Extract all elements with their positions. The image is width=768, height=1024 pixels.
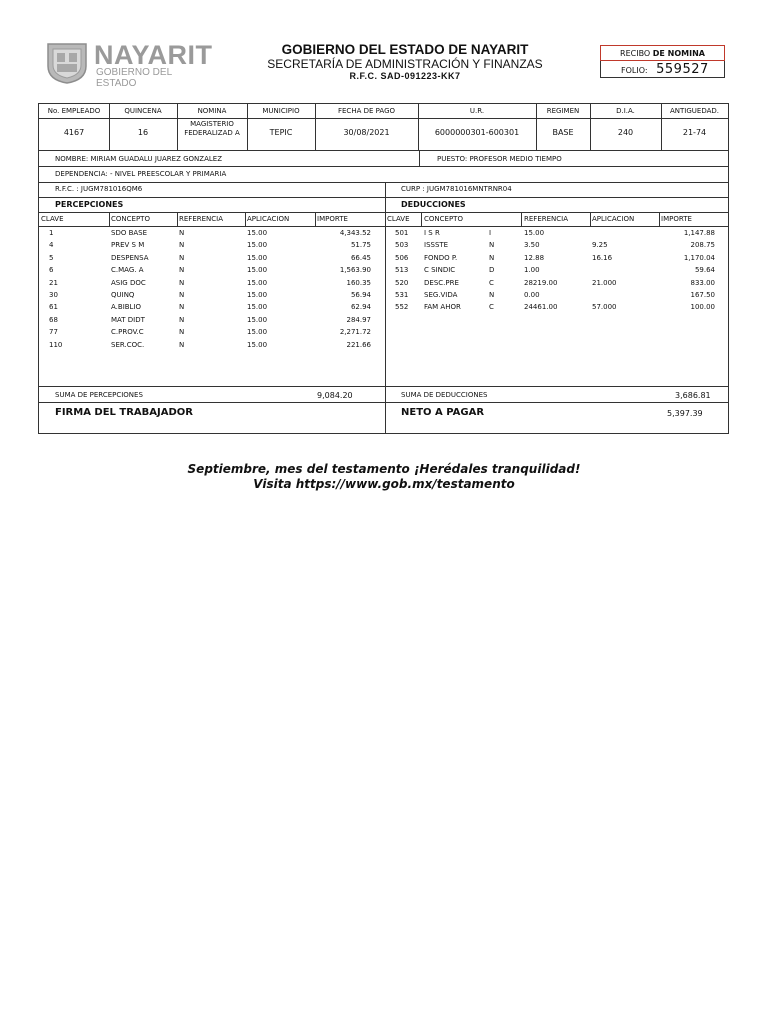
deduccion-importe: 208.75 — [690, 241, 715, 250]
testament-link: Visita https://www.gob.mx/testamento — [253, 477, 515, 491]
percepcion-referencia: N — [179, 266, 185, 275]
logo-subtitle: GOBIERNO DEL ESTADO — [96, 67, 172, 89]
percepcion-aplicacion: 15.00 — [247, 229, 268, 237]
percepcion-referencia: N — [179, 229, 185, 237]
percepciones-header-4: IMPORTE — [317, 215, 348, 223]
logo-title: NAYARIT — [94, 40, 213, 70]
info-value-1: 16 — [137, 128, 149, 137]
government-title: GOBIERNO DEL ESTADO DE NAYARIT — [281, 42, 529, 57]
deduccion-concepto: DESC.PRE — [424, 278, 459, 287]
percepciones-header-2: REFERENCIA — [179, 215, 223, 223]
suma-deducciones-value: 3,686.81 — [675, 391, 711, 400]
info-value-7: 240 — [617, 128, 634, 137]
deduccion-importe: 59.64 — [694, 266, 715, 275]
neto-label: NETO A PAGAR — [401, 407, 485, 418]
deduccion-referencia: C — [489, 303, 494, 312]
percepcion-clave: 68 — [49, 315, 58, 324]
deduccion-aplicacion: 1.00 — [524, 266, 540, 275]
deduccion-importe: 100.00 — [690, 303, 715, 312]
deduccion-referencia: D — [489, 266, 495, 275]
deduccion-concepto: I S R — [424, 229, 440, 237]
percepcion-concepto: DESPENSA — [111, 253, 149, 262]
deduccion-plazo: 16.16 — [592, 253, 613, 262]
recibo-value: DE NOMINA — [652, 49, 705, 58]
percepcion-referencia: N — [179, 241, 185, 250]
percepcion-importe: 66.45 — [350, 253, 371, 262]
percepciones-header-1: CONCEPTO — [111, 215, 150, 223]
deduccion-clave: 503 — [395, 241, 409, 250]
deducciones-title: DEDUCCIONES — [401, 200, 466, 209]
info-value-8: 21-74 — [682, 128, 707, 137]
percepcion-importe: 1,563.90 — [339, 266, 371, 275]
percepcion-importe: 160.35 — [346, 278, 371, 287]
percepcion-concepto: MAT DIDT — [111, 315, 145, 324]
deduccion-plazo: 9.25 — [592, 241, 608, 250]
info-value-0: 4167 — [63, 128, 85, 137]
percepcion-clave: 61 — [49, 303, 58, 312]
deduccion-importe: 1,147.88 — [683, 229, 715, 237]
deduccion-importe: 1,170.04 — [683, 253, 715, 262]
percepcion-clave: 1 — [49, 229, 54, 237]
info-header-3: MUNICIPIO — [262, 107, 300, 115]
percepcion-aplicacion: 15.00 — [247, 340, 268, 349]
percepcion-importe: 221.66 — [346, 340, 371, 349]
deduccion-clave: 513 — [395, 266, 409, 275]
info-value-6: BASE — [552, 128, 574, 137]
info-header-5: U.R. — [469, 107, 485, 115]
info-value-3: TEPIC — [269, 128, 293, 137]
percepcion-importe: 4,343.52 — [339, 229, 371, 237]
info-header-6: REGIMEN — [546, 107, 580, 115]
firma-label: FIRMA DEL TRABAJADOR — [55, 407, 193, 418]
percepcion-aplicacion: 15.00 — [247, 241, 268, 250]
info-value-5: 6000000301-600301 — [434, 128, 520, 137]
deduccion-aplicacion: 24461.00 — [524, 303, 558, 312]
employee-info-table — [38, 103, 729, 151]
shield-icon — [44, 40, 90, 84]
employee-dependency: DEPENDENCIA: - NIVEL PREESCOLAR Y PRIMARIA — [55, 170, 227, 178]
deduccion-concepto: ISSSTE — [424, 241, 449, 250]
percepcion-aplicacion: 15.00 — [247, 253, 268, 262]
percepcion-importe: 62.94 — [350, 303, 371, 312]
deduccion-clave: 506 — [395, 253, 409, 262]
folio-box — [600, 61, 725, 78]
deduccion-concepto: C SINDIC — [424, 266, 456, 275]
percepcion-importe: 51.75 — [350, 241, 371, 250]
percepcion-clave: 30 — [49, 291, 58, 299]
deduccion-clave: 552 — [395, 303, 409, 312]
percepcion-clave: 6 — [49, 266, 54, 275]
info-header-1: QUINCENA — [124, 107, 162, 115]
payroll-detail — [38, 197, 729, 434]
info-header-7: D.I.A. — [616, 107, 635, 115]
percepcion-clave: 4 — [49, 241, 54, 250]
deduccion-importe: 833.00 — [690, 278, 715, 287]
percepcion-concepto: QUINQ — [111, 291, 135, 299]
percepcion-concepto: PREV S M — [111, 241, 145, 250]
recibo-box — [600, 45, 725, 61]
nayarit-logo — [44, 40, 214, 89]
percepcion-importe: 2,271.72 — [339, 328, 371, 337]
deduccion-concepto: SEG.VIDA — [424, 291, 458, 299]
percepciones-header-3: APLICACION — [247, 215, 290, 223]
deduccion-plazo: 57.000 — [592, 303, 617, 312]
employee-name: NOMBRE: MIRIAM GUADALU JUAREZ GONZALEZ — [55, 155, 222, 163]
deduccion-clave: 531 — [395, 291, 409, 299]
info-value-4: 30/08/2021 — [343, 128, 390, 137]
deducciones-header-2: REFERENCIA — [524, 215, 568, 223]
suma-deducciones-label: SUMA DE DEDUCCIONES — [401, 391, 488, 399]
info-header-4: FECHA DE PAGO — [337, 107, 396, 115]
percepcion-concepto: A.BIBLIO — [111, 303, 142, 312]
percepcion-importe: 284.97 — [346, 315, 371, 324]
deduccion-referencia: I — [489, 229, 492, 237]
deduccion-clave: 520 — [395, 278, 409, 287]
percepcion-aplicacion: 15.00 — [247, 303, 268, 312]
percepcion-aplicacion: 15.00 — [247, 266, 268, 275]
percepcion-referencia: N — [179, 278, 185, 287]
percepciones-header-0: CLAVE — [41, 215, 64, 223]
deduccion-referencia: C — [489, 278, 494, 287]
deducciones-header-1: CONCEPTO — [424, 215, 463, 223]
employee-rfc: R.F.C. : JUGM781016QM6 — [55, 185, 143, 193]
percepcion-referencia: N — [179, 291, 185, 299]
folio-label: FOLIO: — [621, 66, 648, 75]
percepcion-aplicacion: 15.00 — [247, 328, 268, 337]
deduccion-aplicacion: 0.00 — [524, 291, 540, 299]
deduccion-aplicacion: 3.50 — [524, 241, 540, 250]
percepcion-clave: 110 — [49, 340, 63, 349]
percepcion-referencia: N — [179, 315, 185, 324]
percepcion-referencia: N — [179, 328, 185, 337]
percepcion-concepto: C.MAG. A — [111, 266, 144, 275]
info-header-8: ANTIGUEDAD. — [669, 107, 719, 115]
deducciones-header-4: IMPORTE — [661, 215, 692, 223]
percepcion-aplicacion: 15.00 — [247, 291, 268, 299]
deduccion-concepto: FONDO P. — [424, 253, 458, 262]
suma-percepciones-value: 9,084.20 — [317, 391, 353, 400]
neto-value: 5,397.39 — [667, 409, 703, 418]
deduccion-aplicacion: 28219.00 — [524, 278, 558, 287]
percepcion-clave: 77 — [49, 328, 58, 337]
deduccion-aplicacion: 12.88 — [524, 253, 545, 262]
deducciones-header-0: CLAVE — [387, 215, 410, 223]
percepcion-clave: 21 — [49, 278, 58, 287]
deducciones-header-3: APLICACION — [592, 215, 635, 223]
percepciones-title: PERCEPCIONES — [55, 200, 124, 209]
info-header-2: NOMINA — [197, 107, 227, 115]
secretariat-title: SECRETARÍA DE ADMINISTRACIÓN Y FINANZAS — [267, 57, 543, 71]
suma-percepciones-label: SUMA DE PERCEPCIONES — [55, 391, 143, 399]
percepcion-referencia: N — [179, 340, 185, 349]
deduccion-concepto: FAM AHOR — [424, 303, 461, 312]
percepcion-aplicacion: 15.00 — [247, 315, 268, 324]
testament-message: Septiembre, mes del testamento ¡Herédales tranquilidad! — [187, 462, 581, 476]
deduccion-plazo: 21.000 — [592, 278, 617, 287]
employee-curp: CURP : JUGM781016MNTRNR04 — [401, 185, 512, 193]
header-rfc: R.F.C. SAD-091223-KK7 — [349, 71, 461, 81]
percepcion-clave: 5 — [49, 253, 54, 262]
deduccion-referencia: N — [489, 253, 495, 262]
percepcion-aplicacion: 15.00 — [247, 278, 268, 287]
deduccion-importe: 167.50 — [690, 291, 715, 299]
recibo-label: RECIBO — [620, 49, 651, 58]
percepcion-concepto: SER.COC. — [111, 340, 145, 349]
deduccion-aplicacion: 15.00 — [524, 229, 545, 237]
percepcion-concepto: ASIG DOC — [111, 278, 146, 287]
info-value-2: MAGISTERIO FEDERALIZAD A — [184, 120, 240, 137]
percepcion-concepto: C.PROV.C — [111, 328, 144, 337]
percepcion-concepto: SDO BASE — [111, 229, 148, 237]
info-header-0: No. EMPLEADO — [47, 107, 101, 115]
deduccion-referencia: N — [489, 241, 495, 250]
percepcion-referencia: N — [179, 253, 185, 262]
percepcion-importe: 56.94 — [350, 291, 371, 299]
employee-details — [38, 151, 729, 198]
percepcion-referencia: N — [179, 303, 185, 312]
employee-position: PUESTO: PROFESOR MEDIO TIEMPO — [437, 155, 562, 163]
folio-number: 559527 — [656, 62, 709, 77]
deduccion-referencia: N — [489, 291, 495, 299]
deduccion-clave: 501 — [395, 229, 409, 237]
